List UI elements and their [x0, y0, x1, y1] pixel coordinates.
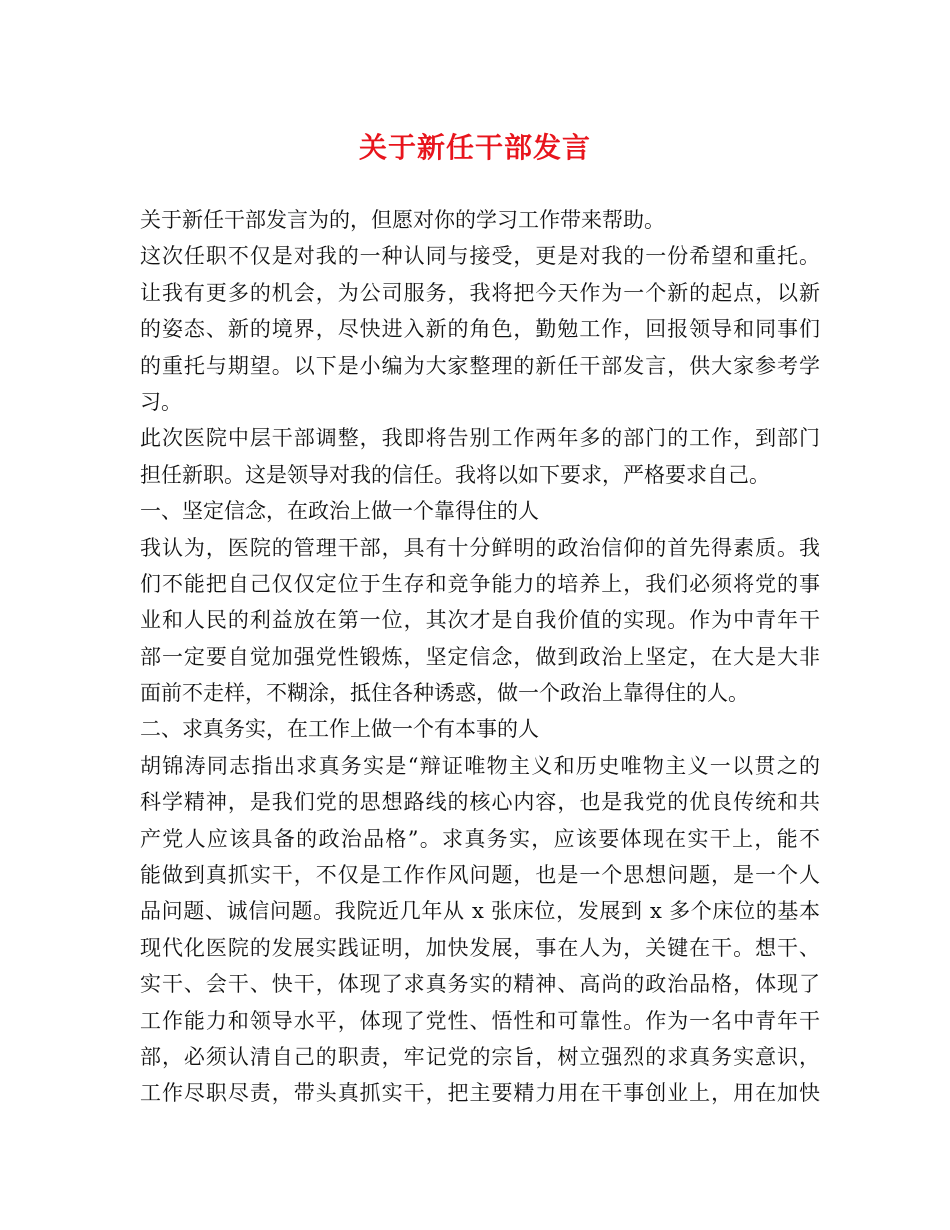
body-line: 工作能力和领导水平，体现了党性、悟性和可靠性。作为一名中青年干	[140, 1008, 820, 1033]
body-line: 此次医院中层干部调整，我即将告别工作两年多的部门的工作，到部门	[140, 426, 820, 451]
body-line: 工作尽职尽责，带头真抓实干，把主要精力用在干事创业上，用在加快	[140, 1081, 820, 1106]
body-line: 习。	[140, 389, 182, 414]
document-title: 关于新任干部发言	[358, 131, 591, 164]
body-line: 担任新职。这是领导对我的信任。我将以如下要求，严格要求自己。	[140, 462, 770, 487]
body-line: 业和人民的利益放在第一位，其次才是自我价值的实现。作为中青年干	[140, 608, 820, 633]
body-line: 胡锦涛同志指出求真务实是“辩证唯物主义和历史唯物主义一以贯之的	[140, 753, 820, 778]
body-line: 能做到真抓实干，不仅是工作作风问题，也是一个思想问题，是一个人	[140, 863, 820, 888]
body-line: 部，必须认清自己的职责，牢记党的宗旨，树立强烈的求真务实意识，	[140, 1044, 820, 1069]
body-line: 让我有更多的机会，为公司服务，我将把今天作为一个新的起点，以新	[140, 280, 820, 305]
body-line: 实干、会干、快干，体现了求真务实的精神、高尚的政治品格，体现了	[140, 972, 820, 997]
body-line: 现代化医院的发展实践证明，加快发展，事在人为，关键在干。想干、	[140, 935, 820, 960]
body-line: 产党人应该具备的政治品格”。求真务实，应该要体现在实干上，能不	[140, 826, 820, 851]
body-line: 们不能把自己仅仅定位于生存和竞争能力的培养上，我们必须将党的事	[140, 571, 820, 596]
document-body	[140, 202, 820, 1112]
body-line: 的姿态、新的境界，尽快进入新的角色，勤勉工作，回报领导和同事们	[140, 317, 820, 342]
body-line: 面前不走样，不糊涂，抵住各种诱惑，做一个政治上靠得住的人。	[140, 681, 749, 706]
body-line: 我认为，医院的管理干部，具有十分鲜明的政治信仰的首先得素质。我	[140, 535, 820, 560]
body-line: 关于新任干部发言为的，但愿对你的学习工作带来帮助。	[140, 208, 665, 232]
body-line: 品问题、诚信问题。我院近几年从 x 张床位，发展到 x 多个床位的基本	[140, 899, 820, 924]
body-line: 一、坚定信念，在政治上做一个靠得住的人	[140, 499, 539, 524]
body-line: 科学精神，是我们党的思想路线的核心内容，也是我党的优良传统和共	[140, 790, 820, 815]
body-line: 这次任职不仅是对我的一种认同与接受，更是对我的一份希望和重托。	[140, 244, 820, 269]
body-line: 部一定要自觉加强党性锻炼，坚定信念，做到政治上坚定，在大是大非	[140, 644, 820, 669]
body-line: 二、求真务实，在工作上做一个有本事的人	[140, 717, 539, 742]
body-line: 的重托与期望。以下是小编为大家整理的新任干部发言，供大家参考学	[140, 353, 820, 378]
